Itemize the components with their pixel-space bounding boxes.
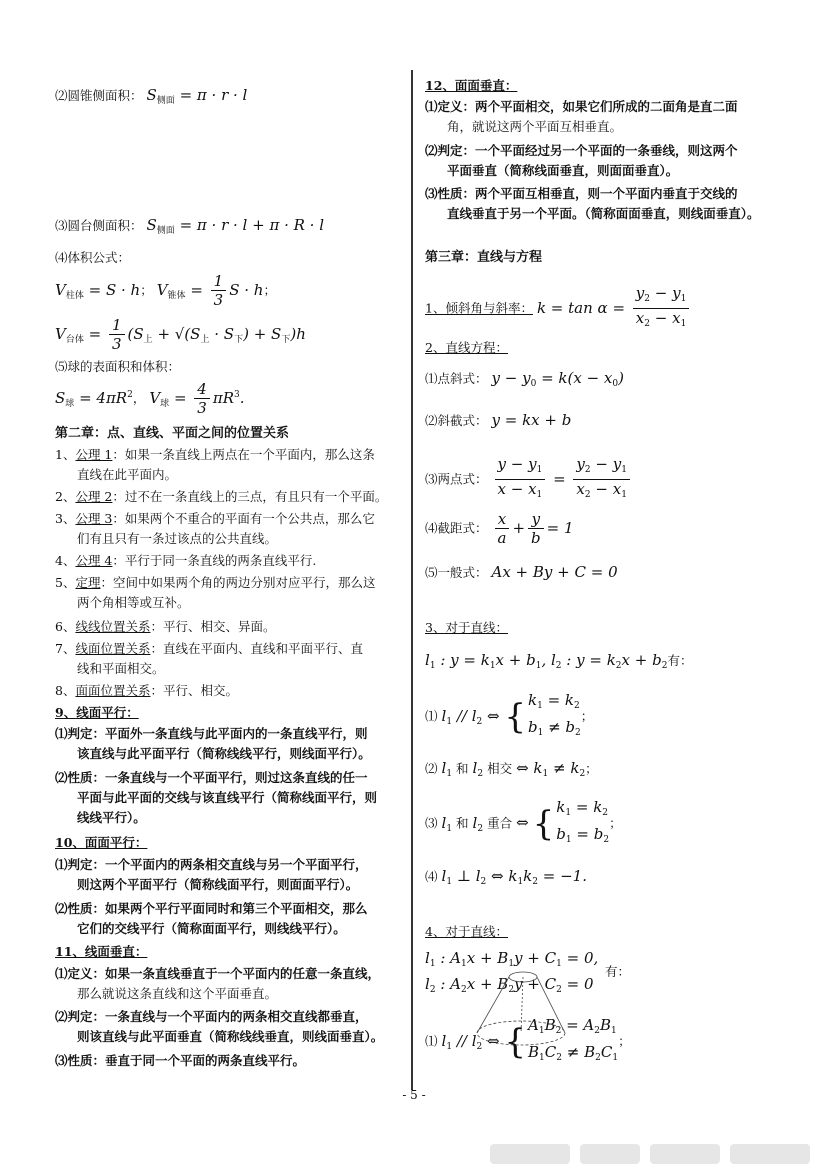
intercept-form: ⑷截距式： $\frac{x}{a}$ + $\frac{y}{b}$ = 1 bbox=[425, 510, 574, 547]
two-lines-slope-form: $l_1$ : $y = k_1x + b_1$, $l_2$ : $y = k_2x + b_2$有： bbox=[425, 651, 693, 671]
item-8: 8、面面位置关系：平行、相交。 bbox=[55, 683, 238, 698]
item-2: 2、公理 2：过不在一条直线上的三点，有且只有一个平面。 bbox=[55, 489, 388, 504]
line-equations-title: 2、直线方程： bbox=[425, 340, 508, 355]
section-10-title: 10、面面平行： bbox=[55, 835, 148, 850]
frustum-lateral-area bbox=[55, 215, 324, 241]
frustum-axis bbox=[521, 977, 523, 1033]
general-form: ⑸一般式： Ax + By + C = 0 bbox=[425, 563, 618, 581]
section-10-judge: ⑴判定：一个平面内的两条相交直线与另一个平面平行， 则这两个平面平行（简称线面平行，则面面平行）。 bbox=[55, 857, 368, 892]
item-6: 6、线线位置关系：平行、相交、异面。 bbox=[55, 619, 276, 634]
intersect-condition: ⑵ $l_1$ 和 $l_2$ 相交 ⇔ $k_1 \ne k_2$； bbox=[425, 759, 598, 779]
item-5: 5、定理：空间中如果两个角的两边分别对应平行，那么这 两个角相等或互补。 bbox=[55, 575, 376, 610]
column-divider bbox=[411, 70, 413, 1090]
section-9-property: ⑵性质：一条直线与一个平面平行，则过这条直线的任一 平面与此平面的交线与该直线平行（简称线面平行，则 线线平行）。 bbox=[55, 770, 378, 825]
frustum-volume: $V_{台体}$ = $\frac{1}{3}$ $(S_上 + √(S_上 \cdot S_下) + S_下)h$ bbox=[55, 316, 306, 353]
section-11-judge: ⑵判定：一条直线与一个平面内的两条相交直线都垂直， 则该直线与此平面垂直（简称线线垂直，则线面垂直）。 bbox=[55, 1009, 384, 1044]
prism-pyramid-volume: $V_{柱体} = S \cdot h$； $V_{锥体}$ = $\frac{1}{3}$ S · h； bbox=[55, 272, 276, 309]
section-11-property: ⑶性质：垂直于同一个平面的两条直线平行。 bbox=[55, 1053, 306, 1068]
chapter-3-title: 第三章：直线与方程 bbox=[425, 250, 543, 265]
item-4: 4、公理 4：平行于同一条直线的两条直线平行. bbox=[55, 553, 317, 568]
section-11-title: 11、线面垂直： bbox=[55, 944, 148, 959]
you-label: 有： bbox=[605, 964, 631, 979]
item-1: 1、公理 1：如果一条直线上两点在一个平面内，那么这条 直线在此平面内。 bbox=[55, 447, 375, 482]
sphere-formula: $S_球 = 4\pi R^2$， $V_球$ = $\frac{4}{3}$ $\pi R^3$. bbox=[55, 380, 245, 417]
chapter-2-title: 第二章：点、直线、平面之间的位置关系 bbox=[55, 426, 290, 441]
section-3-title: 3、对于直线： bbox=[425, 620, 508, 635]
sphere-label: ⑸球的表面积和体积： bbox=[55, 359, 181, 374]
frustum-sketch bbox=[463, 955, 573, 1065]
point-slope-form: ⑴点斜式： $y - y_0 = k(x - x_0)$ bbox=[425, 369, 624, 389]
section-9-judge: ⑴判定：平面外一条直线与此平面内的一条直线平行，则 该直线与此平面平行（简称线线平行，则线面平行）。 bbox=[55, 726, 371, 761]
frustum-label: ⑶圆台侧面积： bbox=[55, 218, 143, 233]
item-3: 3、公理 3：如果两个不重合的平面有一个公共点，那么它 们有且只有一条过该点的公共直线。 bbox=[55, 511, 375, 546]
general-parallel: ⑴ $l_1 // l_2$ ⇔ { $A_1B_2 = A_2B_1$ $B_1C_2 \ne B_2C_1$； bbox=[425, 1016, 631, 1063]
two-point-form: ⑶两点式： $\frac{y - y_1}{x - x_1}$ = $\frac{y_2 - y_1}{x_2 - x_1}$ bbox=[425, 455, 633, 504]
perpendicular-condition: ⑷ $l_1$ ⊥ $l_2$ ⇔ $k_1k_2 = -1$. bbox=[425, 867, 587, 887]
volume-formulas-label: ⑷体积公式： bbox=[55, 250, 131, 265]
section-12-judge: ⑵判定：一个平面经过另一个平面的一条垂线，则这两个 平面垂直（简称线面垂直，则面面垂直）。 bbox=[425, 143, 738, 178]
page-number: - 5 - bbox=[402, 1088, 426, 1102]
section-11-definition: ⑴定义：如果一条直线垂直于一个平面内的任意一条直线， 那么就说这条直线和这个平面垂直。 bbox=[55, 966, 381, 1001]
coincide-condition: ⑶ $l_1$ 和 $l_2$ 重合 ⇔ { $k_1 = k_2$ $b_1 = b_2$； bbox=[425, 798, 622, 845]
section-4-title: 4、对于直线： bbox=[425, 924, 508, 939]
section-10-property: ⑵性质：如果两个平行平面同时和第三个平面相交，那么 它们的交线平行（简称面面平行，则线线平行）。 bbox=[55, 901, 368, 936]
general-lines: $l_1$ : $A_1x + B_1y + C_1 = 0$, $l_2$ : $A_2x + B_2y + C_2 = 0$ bbox=[425, 949, 599, 995]
frustum-left-edge bbox=[477, 977, 509, 1033]
frustum-formula: $S_{侧面} = \pi \cdot r \cdot l + \pi \cdot R \cdot l$ bbox=[146, 216, 324, 236]
section-9-title: 9、线面平行： bbox=[55, 705, 139, 720]
cone-lateral-area bbox=[55, 85, 247, 111]
cone-label: ⑵圆锥侧面积： bbox=[55, 88, 143, 103]
item-7: 7、线面位置关系：直线在平面内、直线和平面平行、直 线和平面相交。 bbox=[55, 641, 363, 676]
section-12-title: 12、面面垂直： bbox=[425, 78, 518, 93]
cone-formula: $S_{侧面} = \pi \cdot r \cdot l$ bbox=[146, 86, 248, 106]
slope-definition: 1、倾斜角与斜率： k = tan α = $\frac{y_2 - y_1}{x_2 - x_1}$ bbox=[425, 284, 692, 333]
section-12-property: ⑶性质：两个平面互相垂直，则一个平面内垂直于交线的 直线垂直于另一个平面。（简称面面垂直，则线面垂直）。 bbox=[425, 186, 760, 221]
watermark-logo bbox=[470, 1138, 828, 1170]
parallel-condition: ⑴ $l_1 // l_2$ ⇔ { $k_1 = k_2$ $b_1 \ne b_2$； bbox=[425, 691, 594, 738]
section-12-definition: ⑴定义：两个平面相交，如果它们所成的二面角是直二面 角，就说这两个平面互相垂直。 bbox=[425, 99, 738, 134]
slope-intercept-form: ⑵斜截式： y = kx + b bbox=[425, 411, 572, 429]
